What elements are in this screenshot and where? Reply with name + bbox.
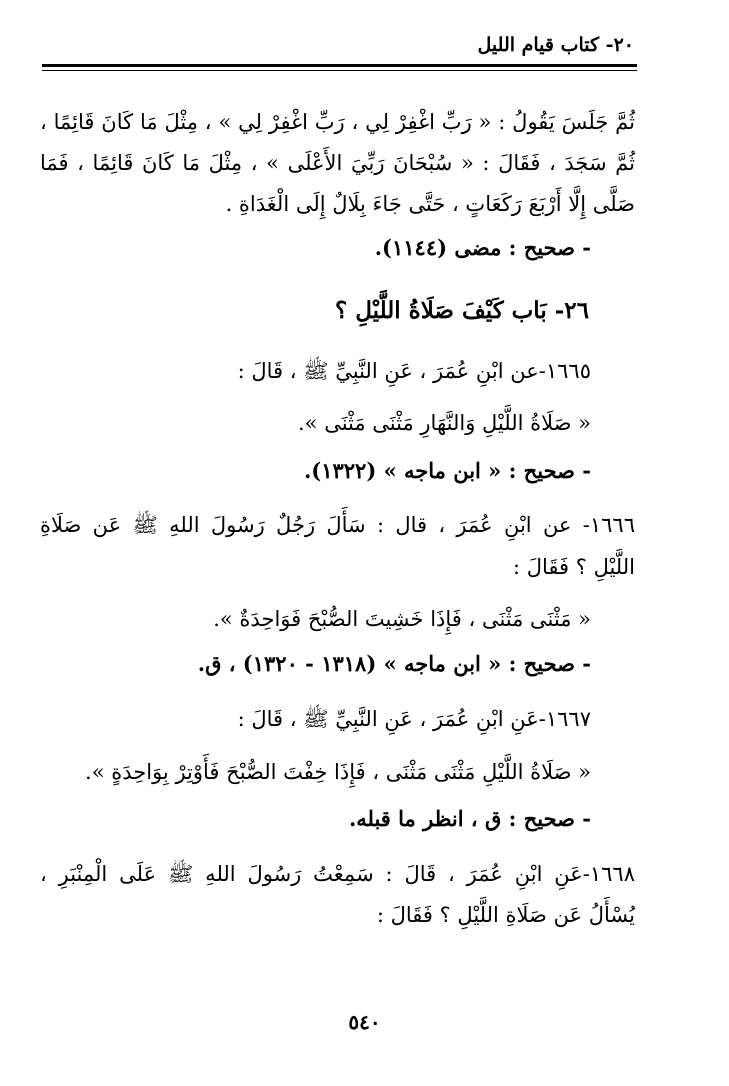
- page-number: ٥٤٠: [348, 1010, 381, 1034]
- hadith-1665-text: « صَلَاةُ اللَّيْلِ وَالنَّهَارِ مَثْنَى مَثْنَى ».: [298, 411, 591, 435]
- hadith-1665-intro: ١٦٦٥-عن ابْنِ عُمَرَ ، عَنِ النَّبِيِّ ﷺ ، قَالَ :: [237, 359, 591, 383]
- text-line: ثُمَّ جَلَسَ يَقُولُ : « رَبِّ اغْفِرْ لِي ، رَبِّ اغْفِرْ لِي » ، مِثْلَ مَا كَانَ قَائِمًا ،: [40, 110, 635, 134]
- grading-note: - صحيح : ق ، انظر ما قبله.: [348, 806, 591, 831]
- header-rule-thick: [42, 64, 637, 67]
- hadith-1666-intro-cont: اللَّيْلِ ؟ فَقَالَ :: [513, 555, 635, 579]
- chapter-heading: ٢٦- بَاب كَيْفَ صَلَاةُ اللَّيْلِ ؟: [335, 297, 589, 324]
- hadith-1666-text: « مَثْنَى مَثْنَى ، فَإِذَا خَشِيتَ الصُّبْحَ فَوَاحِدَةٌ ».: [213, 607, 591, 631]
- hadith-1667-intro: ١٦٦٧-عَنِ ابْنِ عُمَرَ ، عَنِ النَّبِيِّ ﷺ ، قَالَ :: [237, 707, 591, 731]
- hadith-1668-intro-cont: يُسْأَلُ عَن صَلَاةِ اللَّيْلِ ؟ فَقَالَ :: [376, 903, 635, 927]
- text-line: ثُمَّ سَجَدَ ، فَقَالَ : « سُبْحَانَ رَبِّيَ الأَعْلَى » ، مِثْلَ مَا كَانَ قَائِمًا ، فَمَا: [40, 151, 635, 175]
- hadith-1668-intro: ١٦٦٨-عَنِ ابْنِ عُمَرَ ، قَالَ : سَمِعْتُ رَسُولَ اللهِ ﷺ عَلَى الْمِنْبَرِ ،: [40, 862, 635, 886]
- hadith-1667-text: « صَلَاةُ اللَّيْلِ مَثْنَى مَثْنَى ، فَإِذَا خِفْتَ الصُّبْحَ فَأَوْتِرْ بِوَاحِدَةٍ ».: [85, 760, 591, 784]
- grading-note: - صحيح : « ابن ماجه » (١٣٢٢).: [303, 458, 591, 483]
- running-header: ٢٠- كتاب قيام الليل: [477, 34, 634, 56]
- grading-note: - صحيح : « ابن ماجه » (١٣١٨ - ١٣٢٠) ، ق.: [197, 651, 591, 676]
- hadith-1666-intro: ١٦٦٦- عن ابْنِ عُمَرَ ، قال : سَأَلَ رَجُلٌ رَسُولَ اللهِ ﷺ عَن صَلَاةِ: [40, 513, 635, 537]
- text-line: صَلَّى إِلَّا أَرْبَعَ رَكَعَاتٍ ، حَتَّى جَاءَ بِلَالٌ إِلَى الْغَدَاةِ .: [225, 192, 635, 216]
- grading-note: - صحيح : مضى (١١٤٤).: [374, 235, 591, 260]
- header-rule-thin: [42, 70, 637, 71]
